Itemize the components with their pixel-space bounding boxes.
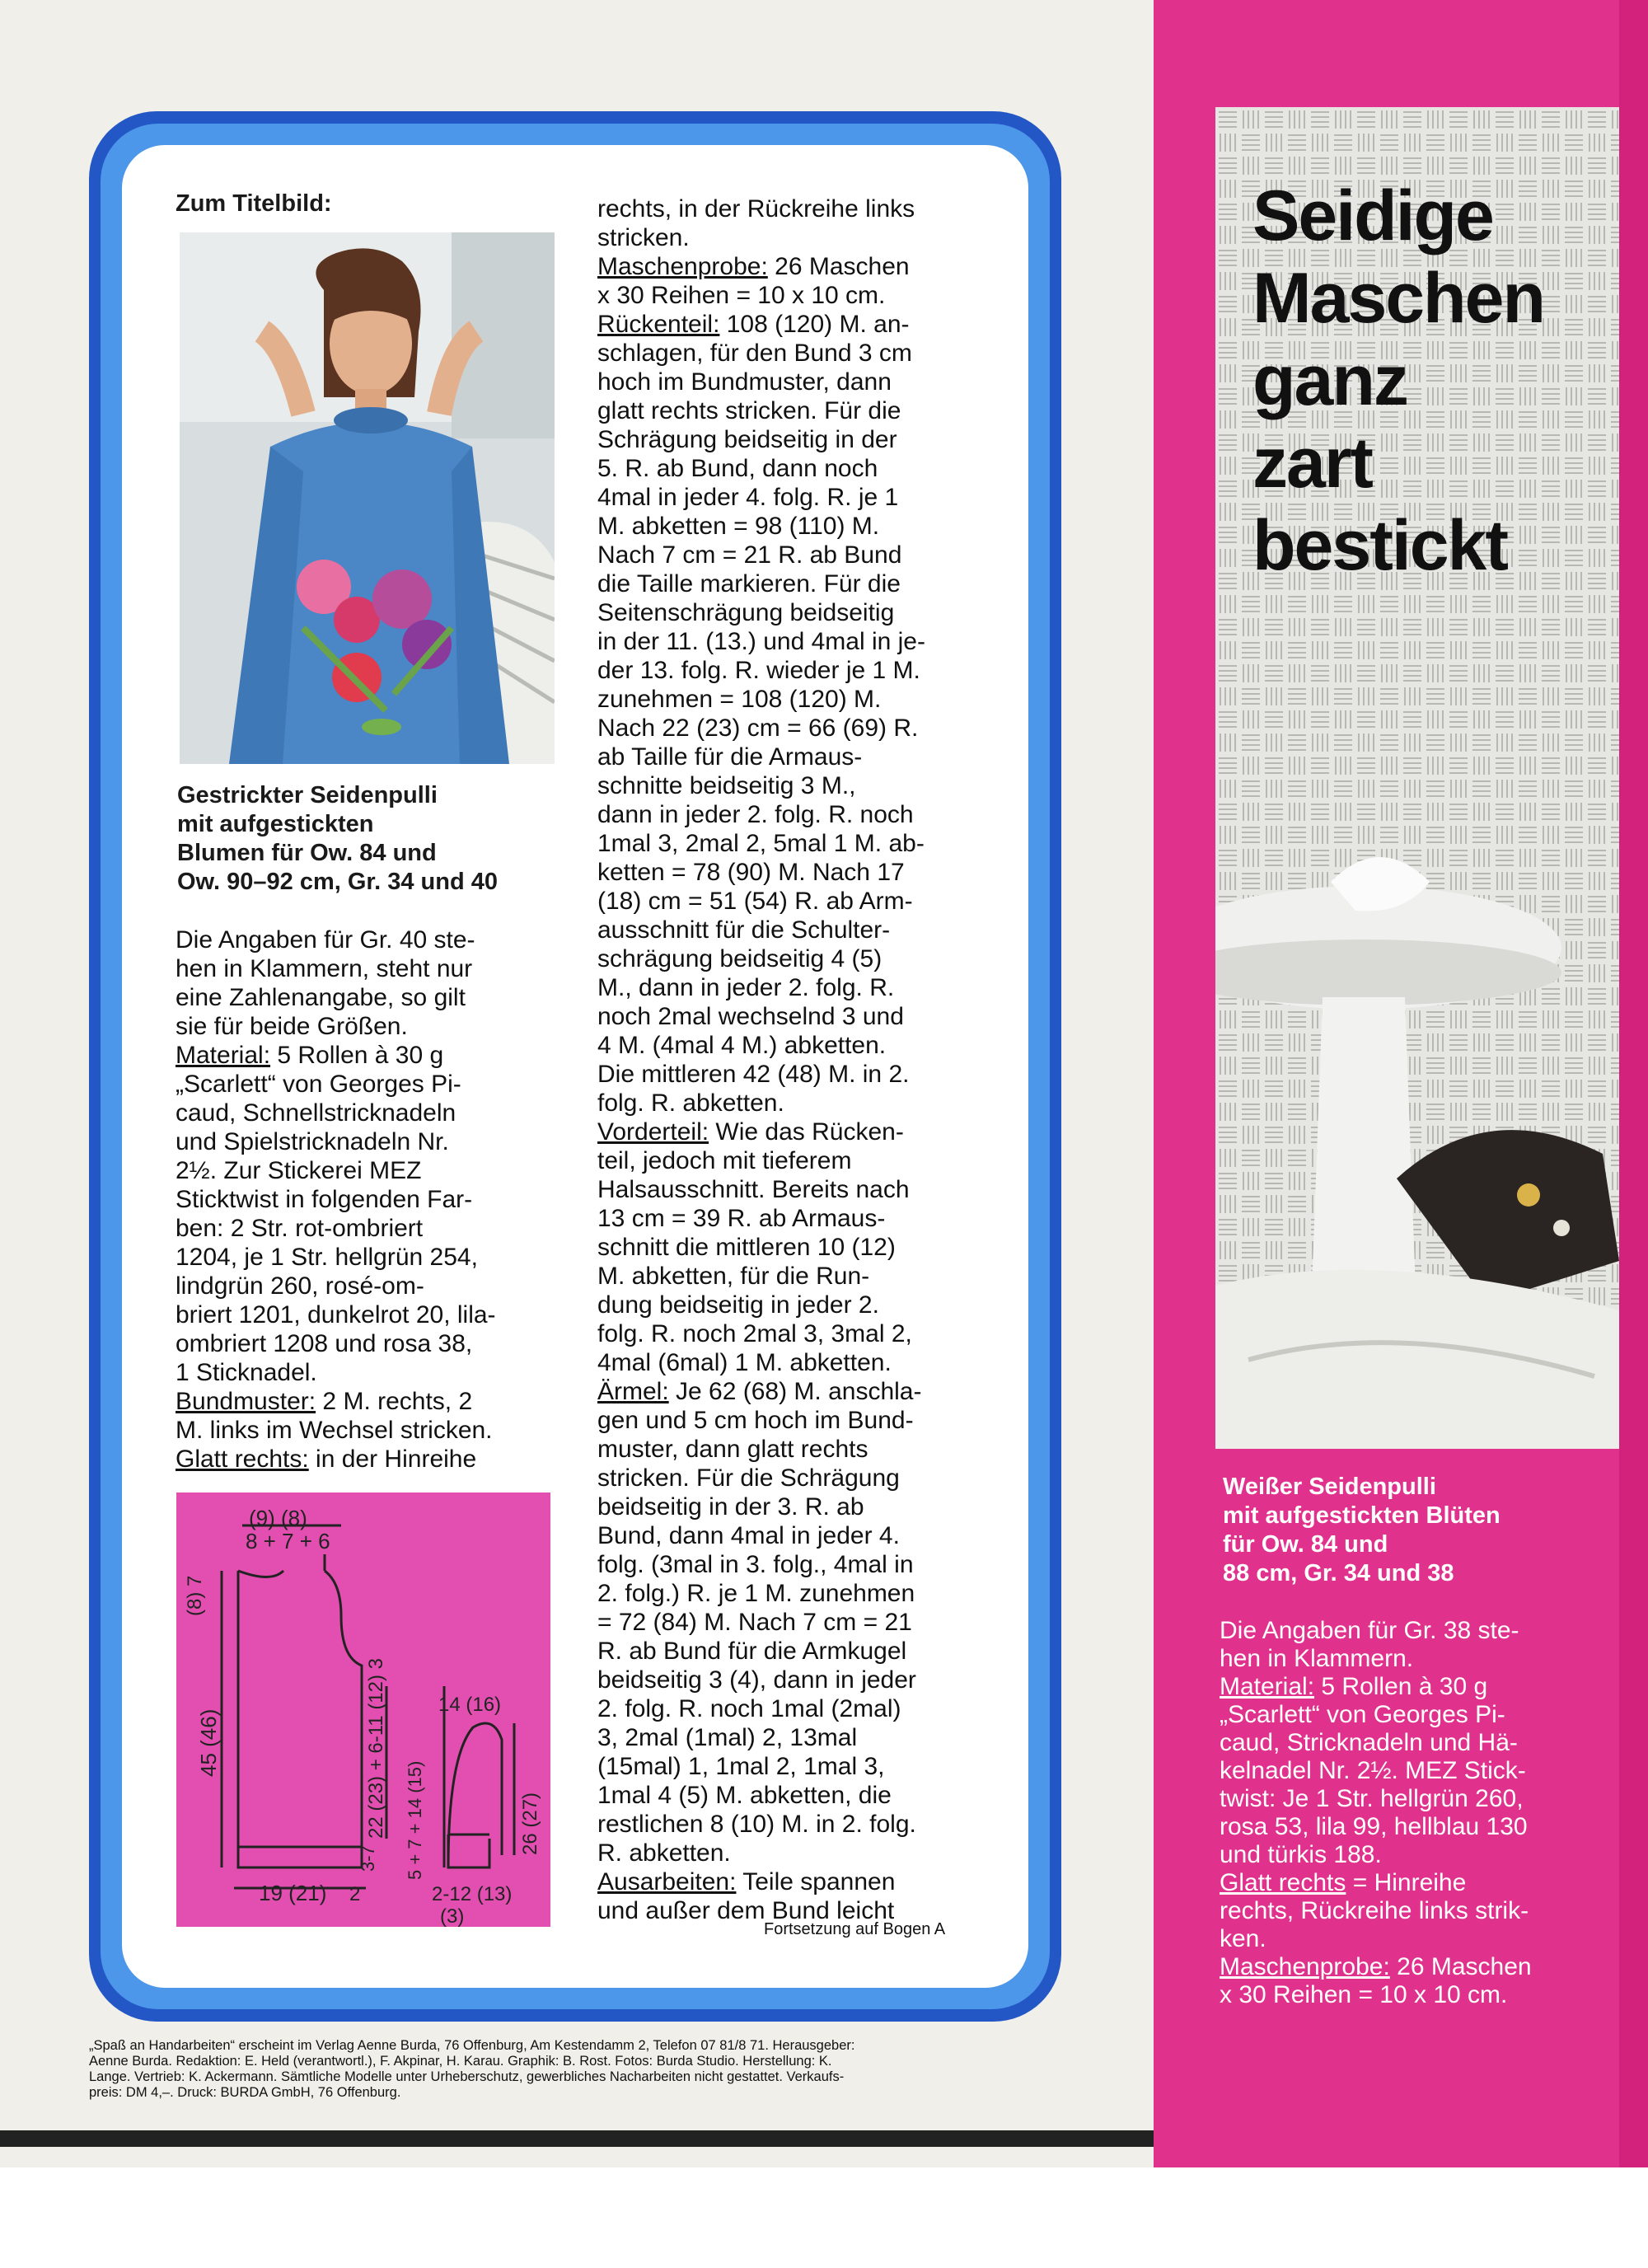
aermel-line-4: stricken. Für die Schrägung — [597, 1464, 900, 1492]
intro-line-3: eine Zahlenangabe, so gilt — [176, 984, 466, 1011]
aermel-line-17: R. abketten. — [597, 1839, 731, 1867]
right-material-line — [1220, 1673, 1487, 1701]
rueckenteil-line-17: schnitte beidseitig 3 M., — [597, 772, 856, 799]
bundmuster-first: 2 M. rechts, 2 — [316, 1388, 473, 1415]
rueckenteil-label: Rückenteil: — [597, 311, 720, 338]
aermel-line-8: 2. folg.) R. je 1 M. zunehmen — [597, 1580, 915, 1607]
rueckenteil-line-20: ketten = 78 (90) M. Nach 17 — [597, 859, 905, 886]
right-intro-line-1: Die Angaben für Gr. 38 ste- — [1220, 1617, 1519, 1644]
rueckenteil-line-9: Nach 7 cm = 21 R. ab Bund — [597, 541, 902, 569]
continued-note: Fortsetzung auf Bogen A — [764, 1920, 946, 1938]
bundmuster-line — [176, 1387, 472, 1416]
diagram-height-left: 45 (46) — [196, 1708, 221, 1777]
aermel-label: Ärmel: — [597, 1378, 669, 1405]
vorderteil-line-5: schnitt die mittleren 10 (12) — [597, 1234, 896, 1261]
imprint-line-2: Aenne Burda. Redaktion: E. Held (verantwortl.), F. Akpinar, H. Karau. Graphik: B. Rost. Fotos: Burda Studio. Herstellung: K. — [89, 2054, 832, 2069]
maschenprobe-label: Maschenprobe: — [597, 253, 768, 280]
rueckenteil-line-2: schlagen, für den Bund 3 cm — [597, 340, 912, 367]
material-label: Material: — [176, 1042, 271, 1069]
knitting-schematic-drawing — [176, 1492, 550, 1927]
rueckenteil-line-8: M. abketten = 98 (110) M. — [597, 513, 880, 540]
aermel-first: Je 62 (68) M. anschla- — [668, 1378, 922, 1405]
vorderteil-line-3: Halsausschnitt. Bereits nach — [597, 1176, 910, 1203]
right-material-line-4: kelnadel Nr. 2½. MEZ Stick- — [1220, 1757, 1526, 1784]
diagram-right-measure: 22 (23) + 6-11 (12) 3 — [365, 1657, 387, 1839]
vorderteil-label: Vorderteil: — [597, 1118, 709, 1146]
material-line-7: ben: 2 Str. rot-ombriert — [176, 1215, 424, 1242]
imprint-line-4: preis: DM 4,–. Druck: BURDA GmbH, 76 Offenburg. — [89, 2085, 401, 2100]
rueckenteil-line-12: in der 11. (13.) und 4mal in je- — [597, 628, 925, 655]
rueckenteil-line-11: Seitenschrägung beidseitig — [597, 599, 895, 626]
rueckenteil-first: 108 (120) M. an- — [719, 311, 910, 338]
glatt-line — [176, 1445, 476, 1474]
aermel-line-12: 2. folg. R. noch 1mal (2mal) — [597, 1695, 901, 1722]
vorderteil-line-9: 4mal (6mal) 1 M. abketten. — [597, 1349, 892, 1376]
diagram-sleeve-bottom-sub: (3) — [440, 1905, 465, 1927]
right-material-line-7: und türkis 188. — [1220, 1841, 1382, 1868]
rueckenteil-line-5: Schrägung beidseitig in der — [597, 426, 897, 453]
material-line-2: „Scarlett“ von Georges Pi- — [176, 1071, 461, 1098]
aermel-line-7: folg. (3mal in 3. folg., 4mal in — [597, 1551, 914, 1578]
glatt-label: Glatt rechts: — [176, 1446, 309, 1473]
intro-line-2: hen in Klammern, steht nur — [176, 955, 473, 982]
aermel-line-16: restlichen 8 (10) M. in 2. folg. — [597, 1811, 916, 1838]
knitting-schematic — [176, 1492, 550, 1927]
rueckenteil-line-7: 4mal in jeder 4. folg. R. je 1 — [597, 484, 899, 511]
ausarbeiten-line — [597, 1867, 895, 1896]
diagram-bottom-2: 2 — [349, 1883, 361, 1905]
vorderteil-line — [597, 1118, 904, 1146]
material-line-9: lindgrün 260, rosé-om- — [176, 1272, 424, 1300]
diagram-sleeve-left: 5 + 7 + 14 (15) — [405, 1760, 425, 1880]
right-material-label: Material: — [1220, 1673, 1315, 1700]
diagram-sleeve-height: 26 (27) — [519, 1792, 541, 1855]
headline — [1252, 175, 1632, 587]
right-intro-line-2: hen in Klammern. — [1220, 1645, 1414, 1672]
rueckenteil-line-13: der 13. folg. R. wieder je 1 M. — [597, 657, 920, 684]
material-line — [176, 1041, 443, 1070]
maschenprobe-line-2: x 30 Reihen = 10 x 10 cm. — [597, 282, 886, 309]
bundmuster-line-2: M. links im Wechsel stricken. — [176, 1417, 493, 1444]
sweater-photo-illustration — [180, 232, 555, 764]
headline-line-1: Seidige — [1252, 176, 1493, 255]
vorderteil-line-6: M. abketten, für die Run- — [597, 1263, 870, 1290]
diagram-top-sizes: (9) (8) — [249, 1506, 307, 1530]
right-caption-line-1: Weißer Seidenpulli — [1223, 1474, 1436, 1500]
right-material-line-5: twist: Je 1 Str. hellgrün 260, — [1220, 1785, 1524, 1812]
imprint-line-3: Lange. Vertrieb: K. Ackermann. Sämtliche Modelle unter Urheberschutz, gewerbliches Nacharbeiten nicht gestattet. Verkaufs- — [89, 2069, 845, 2084]
aermel-line-3: muster, dann glatt rechts — [597, 1436, 868, 1463]
intro-line-1: Die Angaben für Gr. 40 ste- — [176, 926, 475, 954]
aermel-line — [597, 1377, 921, 1406]
material-line-6: Sticktwist in folgenden Far- — [176, 1186, 473, 1213]
right-glatt-line — [1220, 1869, 1466, 1897]
vorderteil-line-4: 13 cm = 39 R. ab Armaus- — [597, 1205, 886, 1232]
aermel-line-13: 3, 2mal (1mal) 2, 13mal — [597, 1724, 858, 1751]
mid-line-2: stricken. — [597, 224, 690, 251]
glatt-first: in der Hinreihe — [308, 1446, 477, 1473]
aermel-line-2: gen und 5 cm hoch im Bund- — [597, 1407, 914, 1434]
right-caption-line-2: mit aufgestickten Blüten — [1223, 1502, 1501, 1529]
headline-line-3: ganz — [1252, 341, 1407, 420]
diagram-neck: (8) 7 — [184, 1575, 206, 1616]
rueckenteil-line-14: zunehmen = 108 (120) M. — [597, 686, 882, 713]
material-line-3: caud, Schnellstricknadeln — [176, 1099, 456, 1127]
right-maschenprobe-first: 26 Maschen — [1389, 1953, 1532, 1980]
rueckenteil-line-23: schrägung beidseitig 4 (5) — [597, 945, 883, 972]
cover-heading: Zum Titelbild: — [176, 190, 332, 217]
caption-line-3: Blumen für Ow. 84 und — [177, 840, 437, 866]
right-maschenprobe-label: Maschenprobe: — [1220, 1953, 1390, 1980]
imprint-line-1: „Spaß an Handarbeiten“ erscheint im Verlag Aenne Burda, 76 Offenburg, Am Kestendamm 2, Telefon 07 81/8 71. Herausgeber: — [89, 2038, 855, 2053]
imprint — [89, 2038, 1053, 2101]
rueckenteil-line-26: 4 M. (4mal 4 M.) abketten. — [597, 1032, 887, 1059]
rueckenteil-line-15: Nach 22 (23) cm = 66 (69) R. — [597, 715, 919, 742]
rueckenteil-line-22: ausschnitt für die Schulter- — [597, 916, 891, 944]
aermel-line-6: Bund, dann 4mal in jeder 4. — [597, 1522, 900, 1549]
diagram-top-measure: 8 + 7 + 6 — [246, 1529, 330, 1553]
rueckenteil-line-25: noch 2mal wechselnd 3 und — [597, 1003, 904, 1030]
right-caption-line-4: 88 cm, Gr. 34 und 38 — [1223, 1560, 1454, 1586]
intro-line-4: sie für beide Größen. — [176, 1013, 408, 1040]
rueckenteil-line-18: dann in jeder 2. folg. R. noch — [597, 801, 914, 828]
rueckenteil-line-6: 5. R. ab Bund, dann noch — [597, 455, 878, 482]
diagram-bottom-body: 19 (21) — [259, 1881, 327, 1905]
right-material-line-2: „Scarlett“ von Georges Pi- — [1220, 1701, 1505, 1728]
maschenprobe-line — [597, 252, 910, 281]
aermel-line-10: R. ab Bund für die Armkugel — [597, 1638, 907, 1665]
caption-line-4: Ow. 90–92 cm, Gr. 34 und 40 — [177, 869, 499, 895]
headline-line-2: Maschen — [1252, 259, 1545, 338]
right-material-line-3: caud, Stricknadeln und Hä- — [1220, 1729, 1518, 1756]
material-line-5: 2½. Zur Stickerei MEZ — [176, 1157, 422, 1184]
diagram-side-3: 3-7 — [358, 1845, 378, 1872]
ausarbeiten-label: Ausarbeiten: — [597, 1868, 737, 1895]
material-line-10: briert 1201, dunkelrot 20, lila- — [176, 1301, 496, 1328]
headline-line-5: bestickt — [1252, 506, 1508, 585]
aermel-line-9: = 72 (84) M. Nach 7 cm = 21 — [597, 1609, 912, 1636]
material-first: 5 Rollen à 30 g — [270, 1042, 444, 1069]
aermel-line-11: beidseitig 3 (4), dann in jeder — [597, 1666, 916, 1694]
vorderteil-line-2: teil, jedoch mit tieferem — [597, 1147, 852, 1174]
ausarbeiten-first: Teile spannen — [736, 1868, 896, 1895]
caption-line-1: Gestrickter Seidenpulli — [177, 782, 438, 808]
bundmuster-label: Bundmuster: — [176, 1388, 316, 1415]
mid-line-1: rechts, in der Rückreihe links — [597, 195, 915, 223]
ausarbeiten-line-2: und außer dem Bund leicht — [597, 1897, 895, 1924]
rueckenteil-line-4: glatt rechts stricken. Für die — [597, 397, 901, 424]
caption-line-2: mit aufgestickten — [177, 811, 374, 837]
maschenprobe-first: 26 Maschen — [767, 253, 910, 280]
right-glatt-line-2: rechts, Rückreihe links strik- — [1220, 1897, 1529, 1924]
rueckenteil-line-10: die Taille markieren. Für die — [597, 570, 901, 597]
rueckenteil-line-24: M., dann in jeder 2. folg. R. — [597, 974, 895, 1001]
sweater-photo — [180, 232, 555, 764]
right-glatt-first: = Hinreihe — [1346, 1869, 1467, 1896]
headline-line-4: zart — [1252, 424, 1372, 503]
vorderteil-line-8: folg. R. noch 2mal 3, 3mal 2, — [597, 1320, 912, 1347]
rueckenteil-line-16: ab Taille für die Armaus- — [597, 743, 863, 771]
diagram-sleeve-top: 14 (16) — [438, 1694, 502, 1716]
rueckenteil-line-28: folg. R. abketten. — [597, 1089, 784, 1117]
right-material-first: 5 Rollen à 30 g — [1314, 1673, 1488, 1700]
right-maschenprobe-line-2: x 30 Reihen = 10 x 10 cm. — [1220, 1981, 1508, 2008]
rueckenteil-line-27: Die mittleren 42 (48) M. in 2. — [597, 1061, 910, 1088]
material-line-12: 1 Sticknadel. — [176, 1359, 317, 1386]
aermel-line-15: 1mal 4 (5) M. abketten, die — [597, 1782, 892, 1809]
rueckenteil-line-3: hoch im Bundmuster, dann — [597, 368, 892, 396]
diagram-sleeve-bottom: 2-12 (13) — [432, 1883, 513, 1905]
material-line-8: 1204, je 1 Str. hellgrün 254, — [176, 1244, 478, 1271]
right-glatt-line-3: ken. — [1220, 1925, 1266, 1952]
right-material-line-6: rosa 53, lila 99, hellblau 130 — [1220, 1813, 1528, 1840]
material-line-11: ombriert 1208 und rosa 38, — [176, 1330, 473, 1357]
vorderteil-line-7: dung beidseitig in jeder 2. — [597, 1291, 879, 1319]
rueckenteil-line — [597, 310, 910, 339]
aermel-line-5: beidseitig in der 3. R. ab — [597, 1493, 864, 1521]
material-line-4: und Spielstricknadeln Nr. — [176, 1128, 449, 1155]
rueckenteil-line-19: 1mal 3, 2mal 2, 5mal 1 M. ab- — [597, 830, 925, 857]
rueckenteil-line-21: (18) cm = 51 (54) R. ab Arm- — [597, 888, 913, 915]
right-glatt-label: Glatt rechts — [1220, 1869, 1346, 1896]
aermel-line-14: (15mal) 1, 1mal 2, 1mal 3, — [597, 1753, 885, 1780]
vorderteil-first: Wie das Rücken- — [709, 1118, 904, 1146]
right-caption-line-3: für Ow. 84 und — [1223, 1531, 1388, 1558]
right-maschenprobe-line — [1220, 1953, 1532, 1981]
